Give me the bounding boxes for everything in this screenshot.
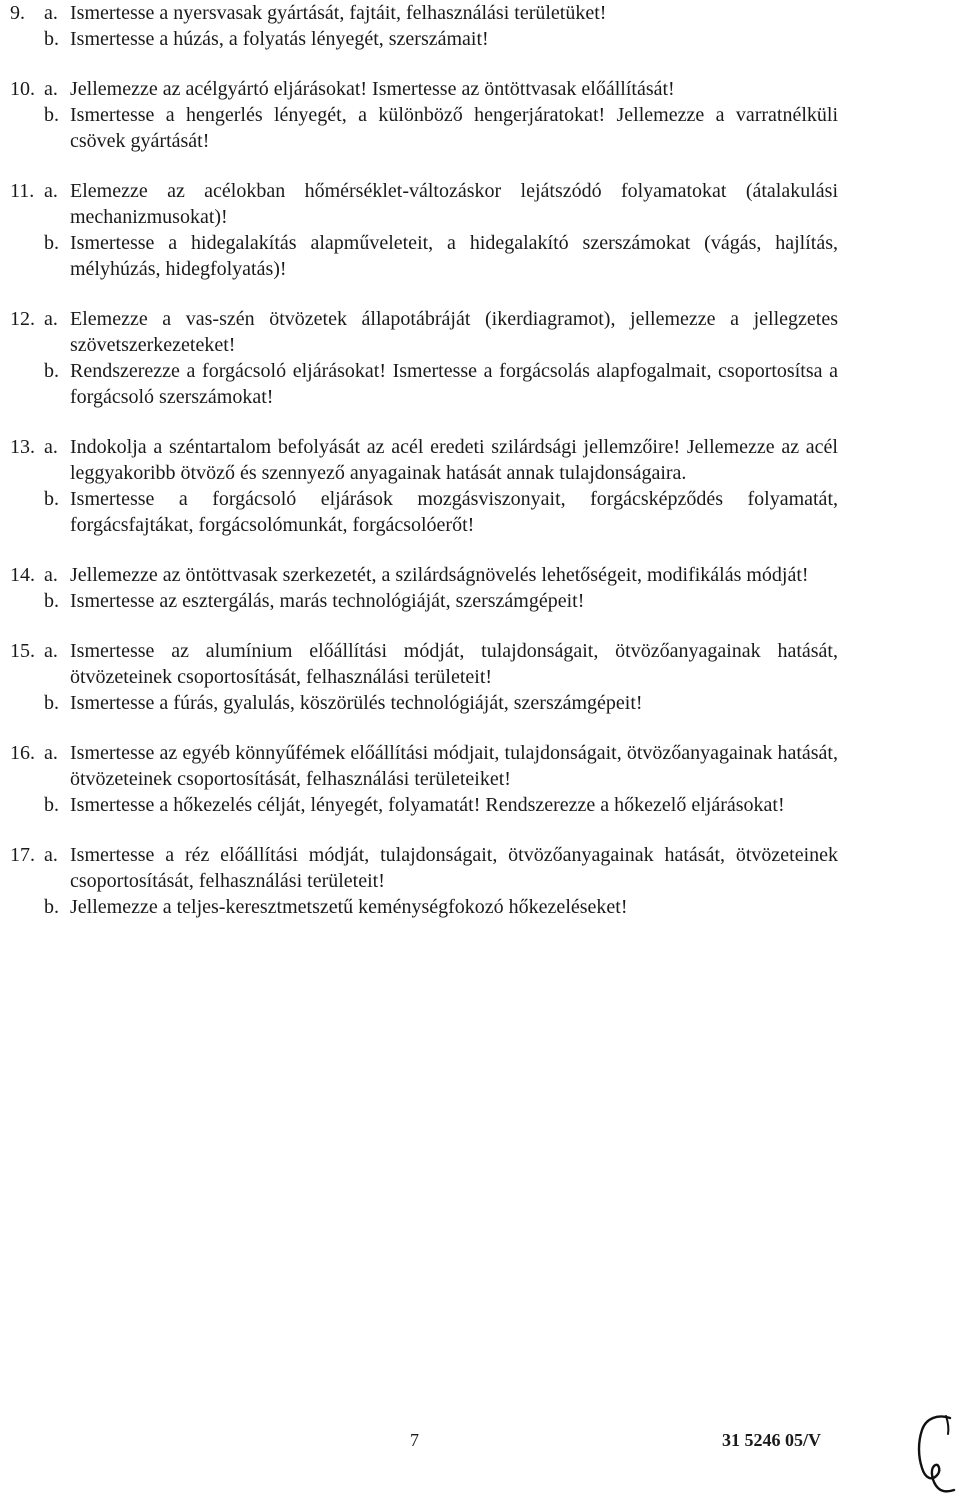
question-part <box>10 358 838 410</box>
question-number: 16. <box>10 742 35 764</box>
part-letter: b. <box>44 104 59 126</box>
question-part <box>10 894 838 920</box>
part-letter: a. <box>44 180 58 202</box>
part-letter: a. <box>44 742 58 764</box>
question-part <box>10 306 838 358</box>
part-letter: b. <box>44 360 59 382</box>
question-part <box>10 486 838 538</box>
part-letter: b. <box>44 28 59 50</box>
part-text: Ismertesse az esztergálás, marás technológiáját, szerszámgépeit! <box>70 590 585 612</box>
question-number: 15. <box>10 640 35 662</box>
question-item <box>10 178 838 282</box>
part-text: Ismertesse a hengerlés lényegét, a különböző hengerjáratokat! Jellemezze a varratnélküli csövek gyártását! <box>70 104 838 152</box>
question-item <box>10 740 838 818</box>
part-letter: b. <box>44 488 59 510</box>
part-letter: b. <box>44 896 59 918</box>
part-letter: a. <box>44 844 58 866</box>
part-letter: a. <box>44 564 58 586</box>
question-part <box>10 638 838 690</box>
part-letter: a. <box>44 2 58 24</box>
question-part <box>10 690 838 716</box>
question-part <box>10 76 838 102</box>
question-part <box>10 842 838 894</box>
question-part <box>10 178 838 230</box>
question-part <box>10 26 838 52</box>
part-letter: b. <box>44 794 59 816</box>
document-code: 31 5246 05/V <box>722 1430 821 1450</box>
part-text: Ismertesse a húzás, a folyatás lényegét, szerszámait! <box>70 28 489 50</box>
question-part <box>10 434 838 486</box>
question-item <box>10 842 838 920</box>
question-number: 17. <box>10 844 35 866</box>
part-letter: b. <box>44 590 59 612</box>
part-text: Jellemezze az acélgyártó eljárásokat! Ismertesse az öntöttvasak előállítását! <box>70 78 675 100</box>
question-part <box>10 562 838 588</box>
question-item <box>10 306 838 410</box>
question-part <box>10 792 838 818</box>
part-letter: b. <box>44 232 59 254</box>
question-part <box>10 102 838 154</box>
part-text: Ismertesse az alumínium előállítási módját, tulajdonságait, ötvözőanyagainak hatását, ötvözeteinek csoportosítását, felhasználási területeit! <box>70 640 838 688</box>
part-text: Elemezze az acélokban hőmérséklet-változáskor lejátszódó folyamatokat (átalakulási mechanizmusokat)! <box>70 180 838 228</box>
part-text: Ismertesse az egyéb könnyűfémek előállítási módjait, tulajdonságait, ötvözőanyagainak hatását, ötvözeteinek csoportosítását, felhasználási területeiket! <box>70 742 838 790</box>
question-number: 9. <box>10 2 25 24</box>
question-item <box>10 434 838 538</box>
part-text: Ismertesse a hidegalakítás alapműveleteit, a hidegalakító szerszámokat (vágás, hajlítás, mélyhúzás, hidegfolyatás)! <box>70 232 838 280</box>
question-number: 13. <box>10 436 35 458</box>
part-letter: a. <box>44 78 58 100</box>
part-text: Jellemezze a teljes-keresztmetszetű keménységfokozó hőkezeléseket! <box>70 896 628 918</box>
part-letter: b. <box>44 692 59 714</box>
part-text: Elemezze a vas-szén ötvözetek állapotábráját (ikerdiagramot), jellemezze a jellegzetes szövetszerkezeteket! <box>70 308 838 356</box>
handwritten-initials-icon <box>908 1412 958 1496</box>
page-footer <box>0 1430 960 1460</box>
part-text: Ismertesse a hőkezelés célját, lényegét, folyamatát! Rendszerezze a hőkezelő eljárásokat! <box>70 794 785 816</box>
question-number: 10. <box>10 78 35 100</box>
question-part <box>10 740 838 792</box>
part-letter: a. <box>44 436 58 458</box>
question-item <box>10 0 838 52</box>
question-item <box>10 76 838 154</box>
page-number: 7 <box>410 1430 419 1450</box>
part-text: Ismertesse a réz előállítási módját, tulajdonságait, ötvözőanyagainak hatását, ötvözeteinek csoportosítását, felhasználási területeit! <box>70 844 838 892</box>
question-part <box>10 230 838 282</box>
part-text: Ismertesse a forgácsoló eljárások mozgásviszonyait, forgácsképződés folyamatát, forgácsfajtákat, forgácsolómunkát, forgácsolóerőt! <box>70 488 838 536</box>
question-number: 12. <box>10 308 35 330</box>
question-item <box>10 562 838 614</box>
part-text: Ismertesse a fúrás, gyalulás, köszörülés technológiáját, szerszámgépeit! <box>70 692 643 714</box>
part-text: Rendszerezze a forgácsoló eljárásokat! Ismertesse a forgácsolás alapfogalmait, csoportosítsa a forgácsoló szerszámokat! <box>70 360 838 408</box>
question-item <box>10 638 838 716</box>
part-letter: a. <box>44 640 58 662</box>
part-letter: a. <box>44 308 58 330</box>
question-number: 14. <box>10 564 35 586</box>
part-text: Ismertesse a nyersvasak gyártását, fajtáit, felhasználási területüket! <box>70 2 607 24</box>
question-part <box>10 0 838 26</box>
question-number: 11. <box>10 180 35 202</box>
question-list <box>10 0 838 944</box>
question-part <box>10 588 838 614</box>
part-text: Indokolja a széntartalom befolyását az acél eredeti szilárdsági jellemzőire! Jellemezze az acél leggyakoribb ötvöző és szennyező anyagainak hatását annak tulajdonságaira. <box>70 436 838 484</box>
part-text: Jellemezze az öntöttvasak szerkezetét, a szilárdságnövelés lehetőségeit, modifikálás módját! <box>70 564 809 586</box>
